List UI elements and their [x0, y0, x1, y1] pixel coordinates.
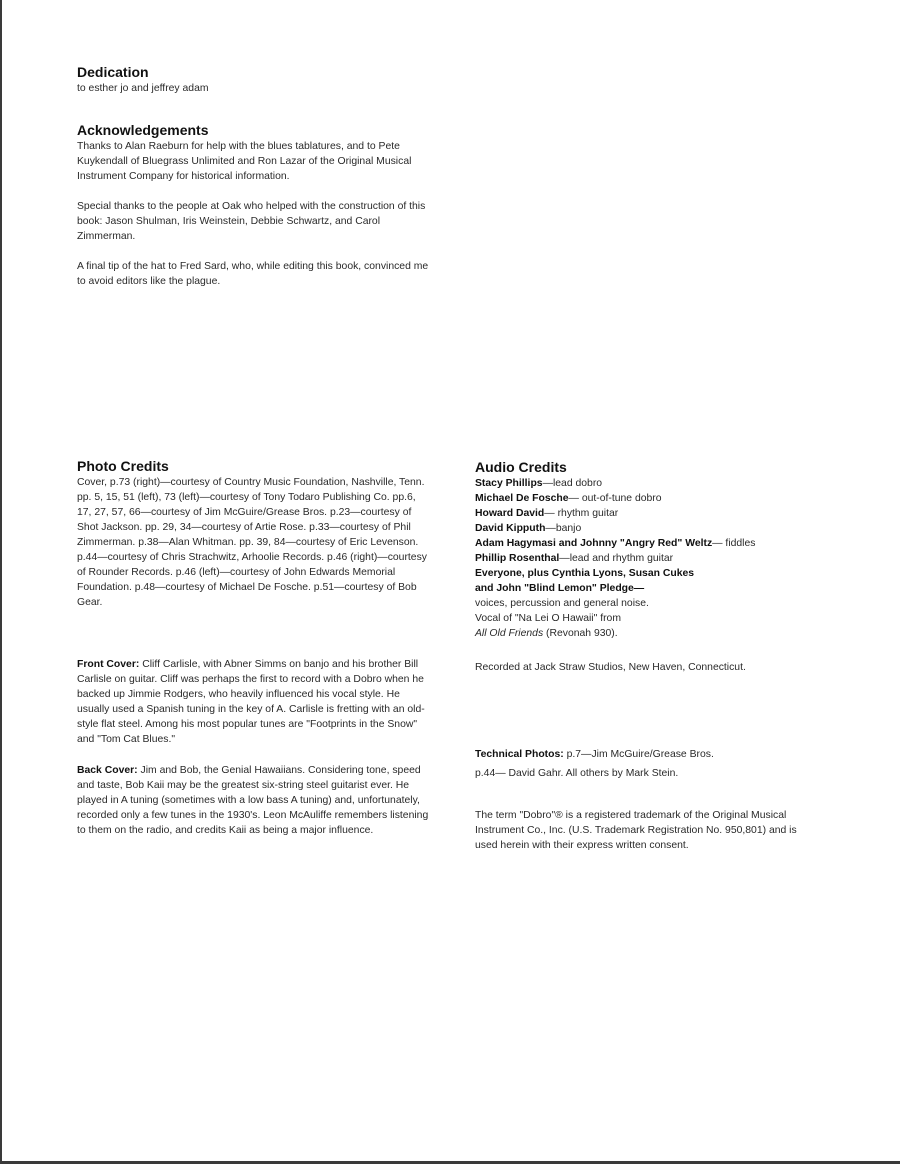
recorded-text: Recorded at Jack Straw Studios, New Haven, Connecticut.	[475, 662, 746, 673]
credit-name: David Kipputh	[475, 523, 546, 534]
trademark-notice	[475, 808, 801, 853]
credit-role: —lead and rhythm guitar	[559, 553, 674, 564]
audio-credits-section	[475, 459, 835, 641]
audio-credit-line	[475, 491, 835, 506]
photo-credits-text: Cover, p.73 (right)—courtesy of Country Music Foundation, Nashville, Tenn. pp. 5, 15, 51 (left), 73 (left)—courtesy of Tony Todaro Publishing Co. pp.6, 17, 27, 57, 66—courtesy of Jim McGuire/Grease Bros. p.23—courtesy of Shot Jackson. pp. 29, 34—courtesy of Artie Rose. p.33—courtesy of Phil Zimmerman. p.38—Alan Whitman. pp. 39, 84—courtesy of Eric Levenson. p.44—courtesy of Chris Strachwitz, Arhoolie Records. p.46 (right)—courtesy of Rounder Records. p.46 (left)—courtesy of John Edwards Memorial Foundation. p.48—courtesy of Michael De Fosche. p.51—courtesy of Bob Gear.	[77, 477, 427, 608]
audio-credit-line	[475, 521, 835, 536]
album-title: All Old Friends	[475, 628, 544, 639]
technical-photos-line: p.7—Jim McGuire/Grease Bros.	[563, 749, 714, 760]
credit-name: Phillip Rosenthal	[475, 553, 560, 564]
acknowledgements-paragraph: Special thanks to the people at Oak who helped with the construction of this book: Jason Shulman, Iris Weinstein, Debbie Schwartz, and Carol Zimmerman.	[77, 201, 426, 242]
dedication-text: to esther jo and jeffrey adam	[77, 83, 209, 94]
back-cover-label: Back Cover:	[77, 765, 138, 776]
album-reference: (Revonah 930).	[543, 628, 618, 639]
audio-credit-vocal-line: Vocal of "Na Lei O Hawaii" from	[475, 613, 621, 624]
front-cover-caption	[77, 657, 431, 747]
credit-role: — fiddles	[712, 538, 756, 549]
credit-name: Stacy Phillips	[475, 478, 543, 489]
credit-role: — rhythm guitar	[544, 508, 619, 519]
audio-credits-heading: Audio Credits	[475, 459, 567, 475]
back-cover-caption	[77, 763, 431, 838]
audio-credit-line	[475, 506, 835, 521]
photo-credits-heading: Photo Credits	[77, 458, 169, 474]
front-cover-text: Cliff Carlisle, with Abner Simms on banjo and his brother Bill Carlisle on guitar. Cliff was perhaps the first to record with a Dobro when he backed up Jimmie Rodgers, who heavily influenced his vocal style. He usually used a Spanish tuning in the key of A. Carlisle is fretting with an old-style flat steel. Among his most popular tunes are "Footprints in the Snow" and "Tom Cat Blues."	[77, 659, 425, 745]
photo-credits-section	[77, 458, 431, 610]
credit-role: —banjo	[545, 523, 582, 534]
credit-name: Howard David	[475, 508, 545, 519]
audio-credit-group-line: and John "Blind Lemon" Pledge—	[475, 583, 645, 594]
audio-credit-line	[475, 476, 835, 491]
back-cover-text: Jim and Bob, the Genial Hawaiians. Considering tone, speed and taste, Bob Kaii may be the greatest six-string steel guitarist ever. He played in A tuning (sometimes with a low bass A tuning) and, unfortunately, recorded only a few tunes in the 1930's. Leon McAuliffe remembers listening to them on the radio, and credits Kaii as being a major influence.	[77, 765, 429, 836]
dedication-section	[77, 64, 437, 96]
acknowledgements-paragraph: Thanks to Alan Raeburn for help with the blues tablatures, and to Pete Kuykendall of Bluegrass Unlimited and Ron Lazar of the Original Musical Instrument Company for historical information.	[77, 141, 412, 182]
front-cover-label: Front Cover:	[77, 659, 140, 670]
audio-credit-group-role: voices, percussion and general noise.	[475, 598, 649, 609]
credit-role: — out-of-tune dobro	[568, 493, 662, 504]
technical-photos-section	[475, 745, 835, 783]
audio-credit-line	[475, 551, 835, 566]
acknowledgements-paragraph: A final tip of the hat to Fred Sard, who, while editing this book, convinced me to avoid editors like the plague.	[77, 261, 429, 287]
credit-name: Michael De Fosche	[475, 493, 569, 504]
audio-credit-line	[475, 536, 835, 551]
recording-location	[475, 660, 775, 675]
acknowledgements-section	[77, 122, 429, 304]
technical-photos-label: Technical Photos:	[475, 749, 564, 760]
audio-credit-album-line	[475, 626, 835, 641]
credit-role: —lead dobro	[542, 478, 603, 489]
page-left-edge	[0, 0, 2, 1164]
trademark-text: The term "Dobro"® is a registered trademark of the Original Musical Instrument Co., Inc. (U.S. Trademark Registration No. 950,801) and is used herein with their express written consent.	[475, 810, 797, 851]
credit-name: Adam Hagymasi and Johnny "Angry Red" Weltz	[475, 538, 713, 549]
audio-credit-group-line: Everyone, plus Cynthia Lyons, Susan Cukes	[475, 568, 695, 579]
acknowledgements-heading: Acknowledgements	[77, 122, 209, 138]
dedication-heading: Dedication	[77, 64, 149, 80]
technical-photos-line: p.44— David Gahr. All others by Mark Stein.	[475, 768, 679, 779]
